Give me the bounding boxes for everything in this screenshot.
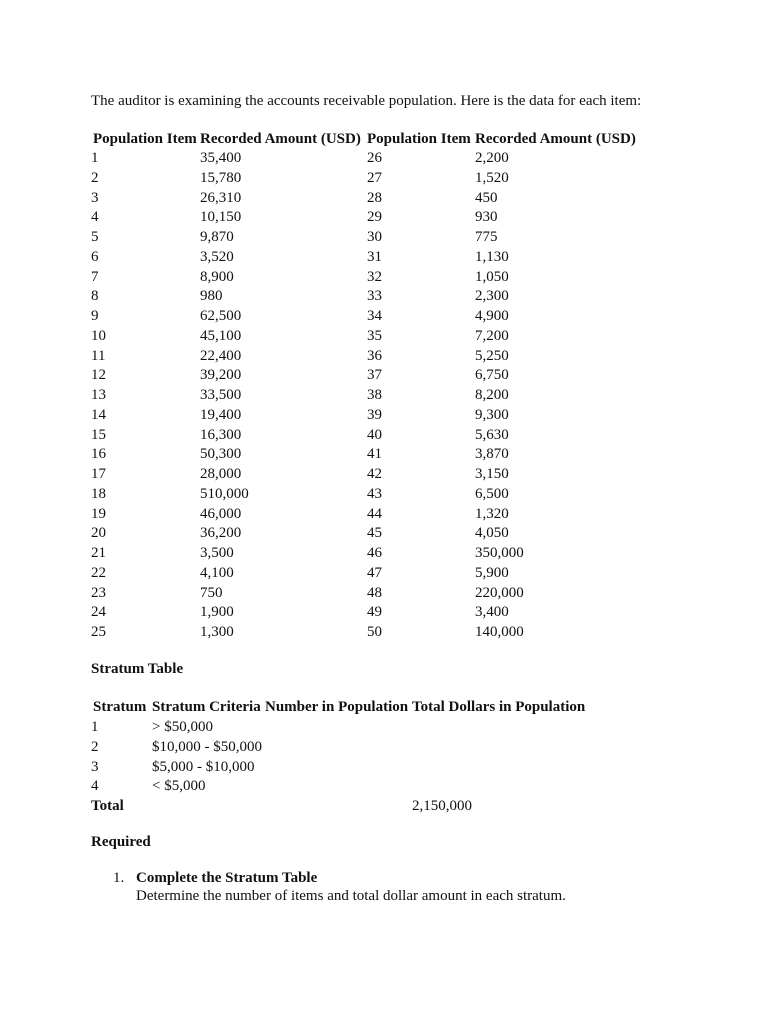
column-header: Population Item (93, 131, 197, 147)
table-cell: 35 (367, 327, 382, 344)
table-cell: 39 (367, 406, 382, 423)
total-dollars: 2,150,000 (412, 798, 472, 814)
table-cell: 10,150 (200, 209, 242, 226)
table-cell: 46 (367, 545, 382, 561)
table-cell: 22,400 (200, 347, 242, 364)
table-cell: 2 (91, 169, 99, 186)
table-cell: 50 (367, 624, 382, 640)
table-cell: 3,520 (200, 248, 234, 265)
table-cell: 3 (91, 758, 99, 775)
required-item-description: Determine the number of items and total dollar amount in each stratum. (136, 888, 566, 904)
table-cell: $10,000 - $50,000 (152, 738, 262, 755)
table-cell: 8,200 (475, 387, 509, 403)
table-cell: 4 (91, 209, 99, 226)
table-cell: 3,870 (475, 446, 509, 463)
table-cell: 50,300 (200, 446, 242, 463)
table-cell: 930 (475, 209, 498, 226)
total-label: Total (91, 798, 124, 814)
table-cell: 140,000 (475, 624, 524, 640)
column-header: Stratum Criteria (152, 699, 261, 715)
table-cell: 7 (91, 268, 99, 285)
table-cell: 35,400 (200, 150, 242, 166)
table-cell: 8,900 (200, 268, 234, 285)
table-cell: 5 (91, 229, 99, 245)
table-cell: 220,000 (475, 584, 524, 601)
table-cell: > $50,000 (152, 719, 213, 735)
table-cell: 31 (367, 248, 382, 265)
table-cell: 6,500 (475, 485, 509, 502)
table-cell: 19,400 (200, 406, 242, 423)
table-cell: < $5,000 (152, 778, 206, 795)
column-header: Stratum (93, 699, 147, 715)
table-cell: 6 (91, 248, 99, 265)
table-cell: 9,870 (200, 229, 234, 245)
required-item-title: Complete the Stratum Table (136, 870, 318, 886)
column-header: Total Dollars in Population (412, 699, 586, 715)
table-cell: 22 (91, 564, 106, 581)
table-cell: 42 (367, 466, 382, 482)
table-cell: 1,320 (475, 505, 509, 522)
table-cell: 28 (367, 189, 382, 206)
table-cell: 16 (91, 446, 106, 463)
table-cell: 27 (367, 169, 382, 186)
stratum-heading: Stratum Table (91, 661, 184, 677)
table-cell: 13 (91, 387, 106, 403)
table-cell: 11 (91, 347, 106, 364)
table-cell: 1,130 (475, 248, 509, 265)
table-cell: 29 (367, 209, 382, 226)
table-cell: 40 (367, 426, 382, 443)
table-cell: 8 (91, 288, 99, 305)
table-cell: 23 (91, 584, 106, 601)
table-cell: 3,150 (475, 466, 509, 482)
column-header: Recorded Amount (USD) (475, 131, 636, 147)
table-cell: 45 (367, 525, 382, 542)
table-cell: 17 (91, 466, 106, 482)
table-cell: 750 (200, 584, 223, 601)
table-cell: 2,200 (475, 150, 509, 166)
table-cell: 46,000 (200, 505, 242, 522)
table-cell: 21 (91, 545, 106, 561)
table-cell: 19 (91, 505, 106, 522)
table-cell: 1 (91, 150, 99, 166)
table-cell: $5,000 - $10,000 (152, 758, 255, 775)
table-cell: 3 (91, 189, 99, 206)
table-cell: 48 (367, 584, 382, 601)
table-cell: 3,400 (475, 604, 509, 621)
table-cell: 9 (91, 308, 99, 324)
table-cell: 1 (91, 719, 99, 735)
table-cell: 36 (367, 347, 382, 364)
table-cell: 10 (91, 327, 106, 344)
intro-text: The auditor is examining the accounts receivable population. Here is the data for each item: (91, 93, 642, 109)
table-cell: 15,780 (200, 169, 242, 186)
table-cell: 36,200 (200, 525, 242, 542)
table-cell: 26 (367, 150, 382, 166)
table-cell: 2 (91, 738, 99, 755)
table-cell: 7,200 (475, 327, 509, 344)
column-header: Recorded Amount (USD) (200, 131, 361, 147)
table-cell: 450 (475, 189, 498, 206)
column-header: Number in Population (265, 699, 409, 715)
table-cell: 4,100 (200, 564, 234, 581)
table-cell: 4,900 (475, 308, 509, 324)
table-cell: 2,300 (475, 288, 509, 305)
table-cell: 25 (91, 624, 106, 640)
table-cell: 26,310 (200, 189, 242, 206)
table-cell: 980 (200, 288, 223, 305)
table-cell: 15 (91, 426, 106, 443)
table-cell: 1,050 (475, 268, 509, 285)
table-cell: 33 (367, 288, 382, 305)
table-cell: 39,200 (200, 367, 242, 384)
required-heading: Required (91, 834, 151, 850)
table-cell: 38 (367, 387, 382, 403)
table-cell: 33,500 (200, 387, 242, 403)
table-cell: 1,900 (200, 604, 234, 621)
table-cell: 30 (367, 229, 382, 245)
table-cell: 34 (367, 308, 382, 324)
table-cell: 18 (91, 485, 106, 502)
table-cell: 4 (91, 778, 99, 795)
table-cell: 47 (367, 564, 382, 581)
table-cell: 62,500 (200, 308, 242, 324)
table-cell: 43 (367, 485, 382, 502)
table-cell: 5,630 (475, 426, 509, 443)
table-cell: 44 (367, 505, 382, 522)
table-cell: 6,750 (475, 367, 509, 384)
table-cell: 12 (91, 367, 106, 384)
table-cell: 5,250 (475, 347, 509, 364)
required-item-number: 1. (113, 870, 125, 886)
table-cell: 37 (367, 367, 382, 384)
column-header: Population Item (367, 131, 471, 147)
table-cell: 41 (367, 446, 382, 463)
table-cell: 1,520 (475, 169, 509, 186)
table-cell: 4,050 (475, 525, 509, 542)
table-cell: 510,000 (200, 485, 249, 502)
table-cell: 45,100 (200, 327, 242, 344)
table-cell: 49 (367, 604, 382, 621)
table-cell: 32 (367, 268, 382, 285)
table-cell: 28,000 (200, 466, 242, 482)
table-cell: 5,900 (475, 564, 509, 581)
table-cell: 20 (91, 525, 106, 542)
table-cell: 14 (91, 406, 106, 423)
table-cell: 350,000 (475, 545, 524, 561)
table-cell: 775 (475, 229, 498, 245)
table-cell: 3,500 (200, 545, 234, 561)
table-cell: 16,300 (200, 426, 242, 443)
table-cell: 24 (91, 604, 106, 621)
table-cell: 1,300 (200, 624, 234, 640)
table-cell: 9,300 (475, 406, 509, 423)
